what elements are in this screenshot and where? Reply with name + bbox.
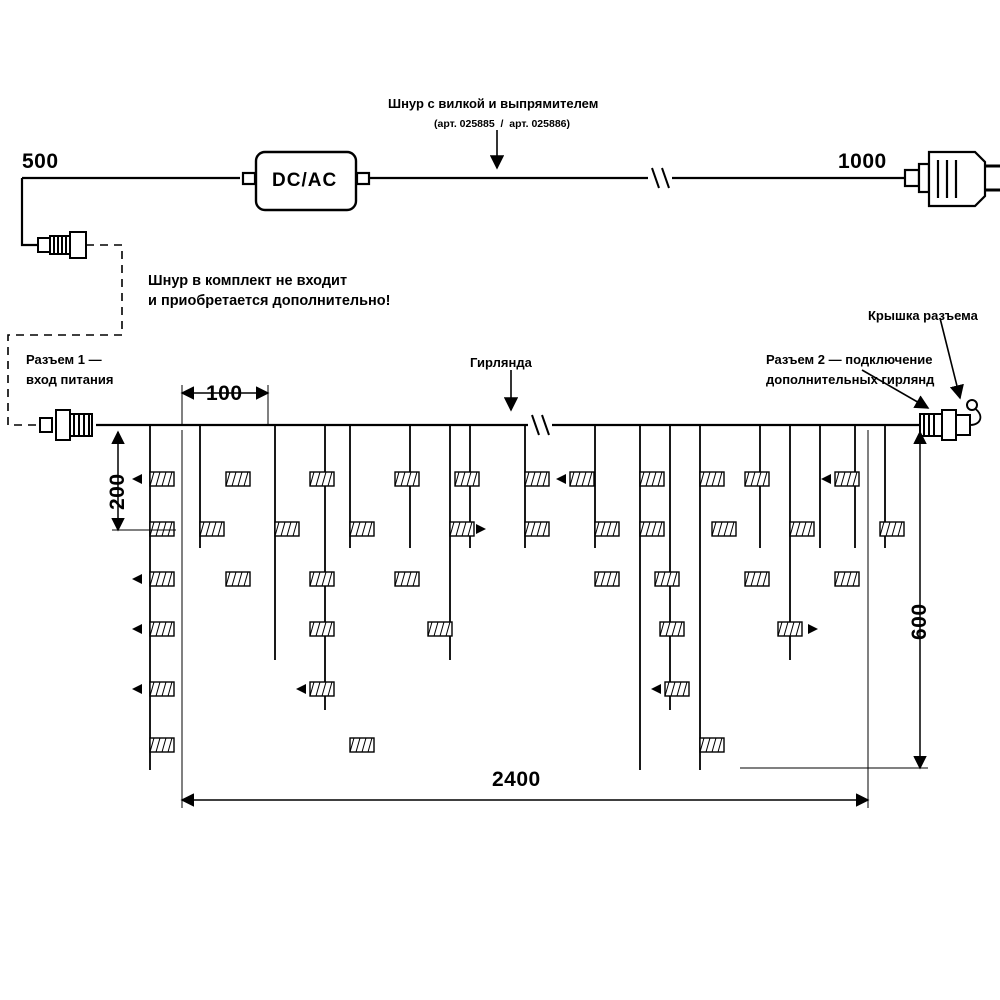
led-bulbs: [132, 472, 904, 752]
dim-left-cord: 500: [22, 150, 59, 173]
connector2-label-line2: дополнительных гирлянд: [766, 372, 935, 387]
dim-drop-short: 200: [106, 473, 129, 510]
dim-total-width: 2400: [492, 768, 541, 791]
dim-drop-long: 600: [908, 603, 931, 640]
cord-annotation: Шнур с вилкой и выпрямителем: [388, 96, 599, 111]
connector2-icon: [920, 400, 980, 440]
note-line2: и приобретается дополнительно!: [148, 293, 391, 309]
connector2-label-line1: Разъем 2 — подключение: [766, 352, 933, 367]
dimension-lines: [112, 385, 928, 808]
optional-cord-path: [8, 245, 122, 425]
cord-parts-annotation: (арт. 025885 / арт. 025886): [434, 118, 570, 130]
garland-bus: [96, 415, 920, 435]
transformer-label: DC/AC: [272, 170, 338, 191]
dim-right-cord: 1000: [838, 150, 887, 173]
connector1-icon: [40, 410, 92, 440]
garland-label: Гирлянда: [470, 355, 532, 370]
note-line1: Шнур в комплект не входит: [148, 273, 348, 289]
cap-label: Крышка разъема: [868, 308, 978, 323]
dim-spacing: 100: [206, 382, 243, 405]
connector-female-icon: [38, 232, 86, 258]
connector1-label-line1: Разъем 1 —: [26, 352, 102, 367]
connector1-label-line2: вход питания: [26, 372, 114, 387]
led-strands: [150, 425, 885, 770]
